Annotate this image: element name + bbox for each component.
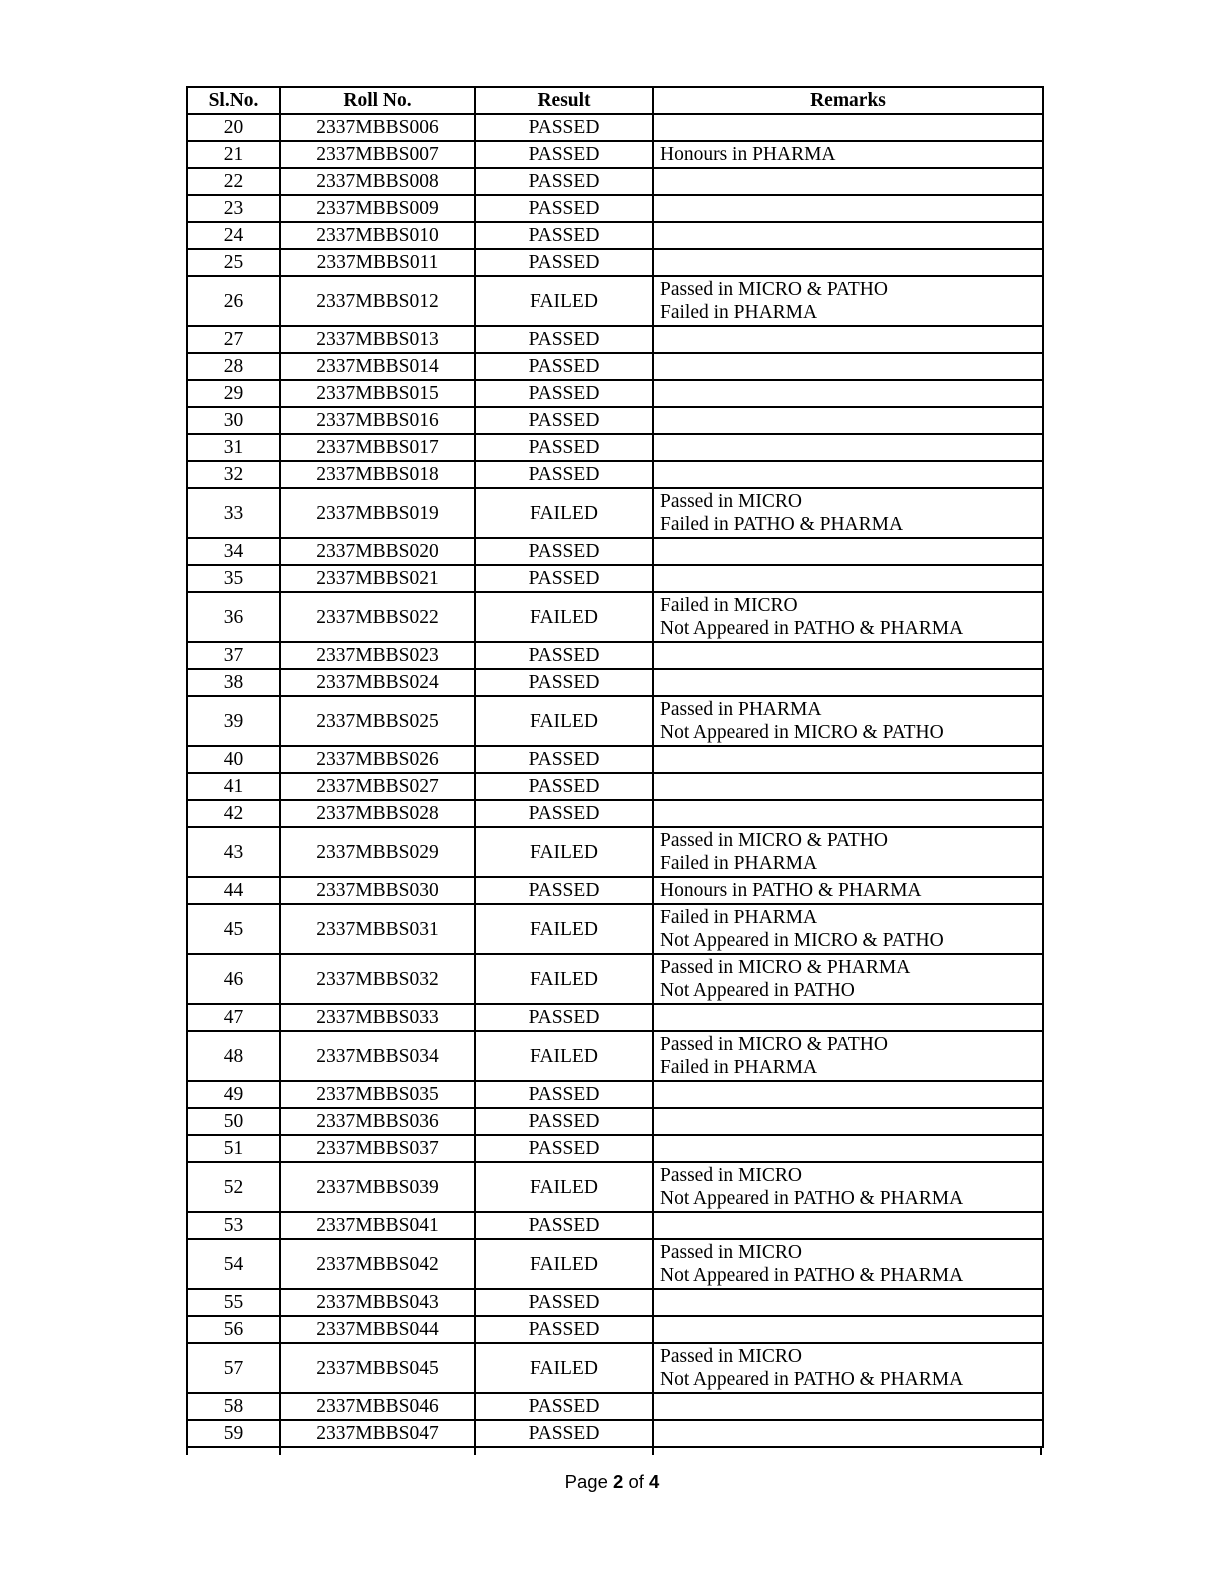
roll-cell: 2337MBBS023 (280, 642, 475, 669)
table-row (187, 877, 1043, 904)
remarks-line: Failed in PHARMA (660, 853, 818, 874)
footer-total-pages: 4 (649, 1471, 660, 1492)
remarks-line: Not Appeared in PATHO & PHARMA (660, 1188, 964, 1209)
remarks-line: Failed in PHARMA (660, 302, 818, 323)
result-cell: PASSED (475, 1212, 653, 1239)
roll-cell: 2337MBBS044 (280, 1316, 475, 1343)
roll-cell: 2337MBBS046 (280, 1393, 475, 1420)
roll-cell: 2337MBBS007 (280, 141, 475, 168)
remarks-cell (653, 1343, 1043, 1393)
footer-page-label: Page (564, 1471, 614, 1492)
column-header-rollno: Roll No. (280, 87, 475, 114)
result-cell: PASSED (475, 669, 653, 696)
results-table (186, 86, 1044, 1448)
remarks-line: Not Appeared in PATHO & PHARMA (660, 1369, 964, 1390)
roll-cell: 2337MBBS014 (280, 353, 475, 380)
table-row (187, 141, 1043, 168)
table-row (187, 1081, 1043, 1108)
result-cell: PASSED (475, 1289, 653, 1316)
remarks-line: Passed in MICRO & PHARMA (660, 957, 911, 978)
remarks-cell (653, 1004, 1043, 1031)
result-cell: PASSED (475, 461, 653, 488)
sl-cell: 20 (187, 114, 280, 141)
table-row (187, 1162, 1043, 1212)
roll-cell: 2337MBBS028 (280, 800, 475, 827)
remarks-cell (653, 746, 1043, 773)
remarks-cell (653, 1316, 1043, 1343)
sl-cell: 30 (187, 407, 280, 434)
result-cell: PASSED (475, 877, 653, 904)
remarks-cell (653, 326, 1043, 353)
remarks-cell (653, 1289, 1043, 1316)
footer-of-label: of (623, 1471, 650, 1492)
table-row (187, 380, 1043, 407)
remarks-cell (653, 114, 1043, 141)
remarks-cell (653, 222, 1043, 249)
result-cell: PASSED (475, 407, 653, 434)
roll-cell: 2337MBBS012 (280, 276, 475, 326)
result-cell: FAILED (475, 1343, 653, 1393)
sl-cell: 23 (187, 195, 280, 222)
result-cell: PASSED (475, 1135, 653, 1162)
table-row (187, 696, 1043, 746)
sl-cell: 21 (187, 141, 280, 168)
footer-page-number: 2 (613, 1471, 624, 1492)
remarks-line: Failed in MICRO (660, 595, 798, 616)
table-row (187, 827, 1043, 877)
remarks-cell (653, 1239, 1043, 1289)
remarks-cell (653, 1420, 1043, 1447)
remarks-cell (653, 1135, 1043, 1162)
table-row (187, 538, 1043, 565)
roll-cell: 2337MBBS026 (280, 746, 475, 773)
roll-cell: 2337MBBS016 (280, 407, 475, 434)
remarks-cell (653, 141, 1043, 168)
sl-cell: 36 (187, 592, 280, 642)
remarks-cell (653, 407, 1043, 434)
remarks-cell (653, 565, 1043, 592)
table-row (187, 800, 1043, 827)
table-cutoff-row (186, 1448, 1042, 1455)
table-row (187, 904, 1043, 954)
result-cell: PASSED (475, 1108, 653, 1135)
table-row (187, 195, 1043, 222)
sl-cell: 57 (187, 1343, 280, 1393)
sl-cell: 49 (187, 1081, 280, 1108)
remarks-line: Passed in MICRO (660, 1242, 802, 1263)
result-cell: PASSED (475, 141, 653, 168)
remarks-cell (653, 434, 1043, 461)
remarks-cell (653, 904, 1043, 954)
roll-cell: 2337MBBS042 (280, 1239, 475, 1289)
sl-cell: 22 (187, 168, 280, 195)
roll-cell: 2337MBBS039 (280, 1162, 475, 1212)
remarks-cell (653, 249, 1043, 276)
result-cell: PASSED (475, 800, 653, 827)
remarks-cell (653, 461, 1043, 488)
result-cell: PASSED (475, 434, 653, 461)
sl-cell: 43 (187, 827, 280, 877)
result-cell: PASSED (475, 642, 653, 669)
sl-cell: 38 (187, 669, 280, 696)
remarks-cell (653, 1212, 1043, 1239)
column-header-slno: Sl.No. (187, 87, 280, 114)
result-cell: PASSED (475, 380, 653, 407)
remarks-cell (653, 642, 1043, 669)
remarks-line: Passed in MICRO (660, 1346, 802, 1367)
remarks-line: Passed in PHARMA (660, 699, 822, 720)
remarks-cell (653, 276, 1043, 326)
table-row (187, 1108, 1043, 1135)
result-cell: PASSED (475, 114, 653, 141)
roll-cell: 2337MBBS010 (280, 222, 475, 249)
results-table-container (186, 86, 1042, 1455)
column-header-remarks: Remarks (653, 87, 1043, 114)
sl-cell: 28 (187, 353, 280, 380)
sl-cell: 55 (187, 1289, 280, 1316)
sl-cell: 34 (187, 538, 280, 565)
remarks-line: Honours in PHARMA (660, 144, 836, 165)
remarks-line: Passed in MICRO (660, 491, 802, 512)
roll-cell: 2337MBBS020 (280, 538, 475, 565)
roll-cell: 2337MBBS024 (280, 669, 475, 696)
remarks-cell (653, 669, 1043, 696)
roll-cell: 2337MBBS034 (280, 1031, 475, 1081)
sl-cell: 32 (187, 461, 280, 488)
table-row (187, 592, 1043, 642)
remarks-cell (653, 1393, 1043, 1420)
sl-cell: 46 (187, 954, 280, 1004)
table-row (187, 1004, 1043, 1031)
result-cell: PASSED (475, 222, 653, 249)
sl-cell: 51 (187, 1135, 280, 1162)
result-cell: PASSED (475, 538, 653, 565)
roll-cell: 2337MBBS031 (280, 904, 475, 954)
sl-cell: 44 (187, 877, 280, 904)
result-cell: FAILED (475, 1239, 653, 1289)
result-cell: PASSED (475, 1393, 653, 1420)
roll-cell: 2337MBBS011 (280, 249, 475, 276)
remarks-cell (653, 1162, 1043, 1212)
remarks-cell (653, 353, 1043, 380)
sl-cell: 35 (187, 565, 280, 592)
remarks-line: Honours in PATHO & PHARMA (660, 880, 922, 901)
sl-cell: 40 (187, 746, 280, 773)
table-row (187, 1239, 1043, 1289)
table-row (187, 434, 1043, 461)
roll-cell: 2337MBBS018 (280, 461, 475, 488)
cutoff-column-divider (652, 1448, 654, 1455)
result-cell: PASSED (475, 565, 653, 592)
remarks-cell (653, 168, 1043, 195)
sl-cell: 53 (187, 1212, 280, 1239)
sl-cell: 48 (187, 1031, 280, 1081)
table-row (187, 954, 1043, 1004)
remarks-cell (653, 195, 1043, 222)
roll-cell: 2337MBBS021 (280, 565, 475, 592)
remarks-cell (653, 827, 1043, 877)
result-cell: PASSED (475, 1316, 653, 1343)
roll-cell: 2337MBBS015 (280, 380, 475, 407)
result-cell: FAILED (475, 827, 653, 877)
table-row (187, 1135, 1043, 1162)
result-cell: PASSED (475, 773, 653, 800)
table-row (187, 773, 1043, 800)
page-footer (0, 1471, 1224, 1493)
remarks-cell (653, 488, 1043, 538)
sl-cell: 42 (187, 800, 280, 827)
roll-cell: 2337MBBS037 (280, 1135, 475, 1162)
result-cell: FAILED (475, 276, 653, 326)
table-row (187, 249, 1043, 276)
roll-cell: 2337MBBS047 (280, 1420, 475, 1447)
sl-cell: 47 (187, 1004, 280, 1031)
remarks-cell (653, 592, 1043, 642)
roll-cell: 2337MBBS019 (280, 488, 475, 538)
sl-cell: 52 (187, 1162, 280, 1212)
sl-cell: 56 (187, 1316, 280, 1343)
result-cell: PASSED (475, 1420, 653, 1447)
table-row (187, 461, 1043, 488)
result-cell: PASSED (475, 1081, 653, 1108)
table-row (187, 353, 1043, 380)
sl-cell: 27 (187, 326, 280, 353)
roll-cell: 2337MBBS013 (280, 326, 475, 353)
cutoff-column-divider (279, 1448, 281, 1455)
roll-cell: 2337MBBS041 (280, 1212, 475, 1239)
cutoff-column-divider (474, 1448, 476, 1455)
remarks-cell (653, 773, 1043, 800)
sl-cell: 50 (187, 1108, 280, 1135)
sl-cell: 39 (187, 696, 280, 746)
sl-cell: 58 (187, 1393, 280, 1420)
table-row (187, 407, 1043, 434)
sl-cell: 31 (187, 434, 280, 461)
roll-cell: 2337MBBS035 (280, 1081, 475, 1108)
remarks-line: Failed in PHARMA (660, 907, 818, 928)
result-cell: FAILED (475, 488, 653, 538)
sl-cell: 24 (187, 222, 280, 249)
remarks-line: Not Appeared in PATHO (660, 980, 855, 1001)
roll-cell: 2337MBBS025 (280, 696, 475, 746)
column-header-result: Result (475, 87, 653, 114)
roll-cell: 2337MBBS043 (280, 1289, 475, 1316)
table-row (187, 114, 1043, 141)
remarks-cell (653, 1031, 1043, 1081)
table-row (187, 488, 1043, 538)
remarks-line: Passed in MICRO (660, 1165, 802, 1186)
roll-cell: 2337MBBS033 (280, 1004, 475, 1031)
table-row (187, 1212, 1043, 1239)
result-cell: PASSED (475, 168, 653, 195)
table-row (187, 669, 1043, 696)
sl-cell: 33 (187, 488, 280, 538)
table-row (187, 565, 1043, 592)
sl-cell: 26 (187, 276, 280, 326)
sl-cell: 37 (187, 642, 280, 669)
remarks-line: Not Appeared in MICRO & PATHO (660, 930, 944, 951)
remarks-cell (653, 800, 1043, 827)
remarks-line: Failed in PATHO & PHARMA (660, 514, 904, 535)
roll-cell: 2337MBBS027 (280, 773, 475, 800)
remarks-cell (653, 954, 1043, 1004)
remarks-line: Not Appeared in MICRO & PATHO (660, 722, 944, 743)
result-cell: FAILED (475, 954, 653, 1004)
table-row (187, 642, 1043, 669)
roll-cell: 2337MBBS017 (280, 434, 475, 461)
sl-cell: 29 (187, 380, 280, 407)
remarks-cell (653, 1108, 1043, 1135)
result-cell: FAILED (475, 1031, 653, 1081)
table-row (187, 1316, 1043, 1343)
result-cell: PASSED (475, 353, 653, 380)
remarks-line: Failed in PHARMA (660, 1057, 818, 1078)
table-row (187, 1420, 1043, 1447)
result-cell: FAILED (475, 1162, 653, 1212)
roll-cell: 2337MBBS006 (280, 114, 475, 141)
roll-cell: 2337MBBS009 (280, 195, 475, 222)
result-cell: FAILED (475, 696, 653, 746)
roll-cell: 2337MBBS029 (280, 827, 475, 877)
table-row (187, 1031, 1043, 1081)
table-row (187, 326, 1043, 353)
sl-cell: 59 (187, 1420, 280, 1447)
table-row (187, 1343, 1043, 1393)
table-row (187, 168, 1043, 195)
remarks-line: Not Appeared in PATHO & PHARMA (660, 618, 964, 639)
remarks-cell (653, 538, 1043, 565)
remarks-cell (653, 1081, 1043, 1108)
sl-cell: 25 (187, 249, 280, 276)
table-header-row (187, 87, 1043, 114)
result-cell: PASSED (475, 195, 653, 222)
sl-cell: 45 (187, 904, 280, 954)
table-row (187, 276, 1043, 326)
table-row (187, 222, 1043, 249)
remarks-line: Not Appeared in PATHO & PHARMA (660, 1265, 964, 1286)
roll-cell: 2337MBBS032 (280, 954, 475, 1004)
table-row (187, 1289, 1043, 1316)
result-cell: FAILED (475, 592, 653, 642)
roll-cell: 2337MBBS008 (280, 168, 475, 195)
remarks-cell (653, 380, 1043, 407)
table-row (187, 1393, 1043, 1420)
remarks-cell (653, 877, 1043, 904)
result-cell: PASSED (475, 1004, 653, 1031)
roll-cell: 2337MBBS036 (280, 1108, 475, 1135)
result-cell: PASSED (475, 746, 653, 773)
remarks-cell (653, 696, 1043, 746)
result-cell: PASSED (475, 326, 653, 353)
result-cell: PASSED (475, 249, 653, 276)
remarks-line: Passed in MICRO & PATHO (660, 830, 888, 851)
remarks-line: Passed in MICRO & PATHO (660, 1034, 888, 1055)
sl-cell: 54 (187, 1239, 280, 1289)
remarks-line: Passed in MICRO & PATHO (660, 279, 888, 300)
table-row (187, 746, 1043, 773)
roll-cell: 2337MBBS022 (280, 592, 475, 642)
result-cell: FAILED (475, 904, 653, 954)
roll-cell: 2337MBBS045 (280, 1343, 475, 1393)
roll-cell: 2337MBBS030 (280, 877, 475, 904)
sl-cell: 41 (187, 773, 280, 800)
